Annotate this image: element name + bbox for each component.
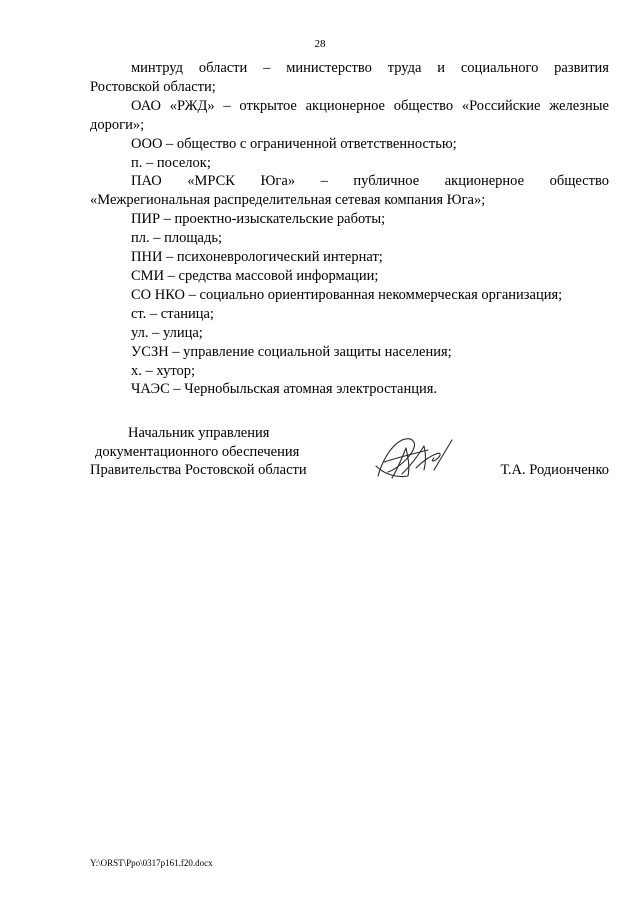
signatory-title-line2: документационного обеспечения xyxy=(95,443,300,460)
abbr-oao-line1 xyxy=(90,97,609,116)
word: труда xyxy=(387,60,422,76)
word: и xyxy=(437,60,446,76)
abbr-chaes: ЧАЭС – Чернобыльская атомная электростанция. xyxy=(131,381,438,398)
handwritten-signature xyxy=(372,432,462,484)
word: общество xyxy=(549,173,609,190)
abbr-kh: х. – хутор; xyxy=(131,362,195,379)
word: развития xyxy=(554,60,609,76)
abbreviation-list xyxy=(90,59,609,399)
word: «МРСК xyxy=(187,173,235,190)
word: «Российские xyxy=(461,97,541,114)
abbr-oao-line2: дороги»; xyxy=(90,116,145,133)
abbr-pir: ПИР – проектно-изыскательские работы; xyxy=(131,211,386,228)
word: публичное xyxy=(353,173,420,190)
footer-file-path: Y:\ORST\Ppo\0317p161.f20.docx xyxy=(90,858,213,868)
abbr-so-nko: СО НКО – социально ориентированная некоммерческая организация; xyxy=(131,286,563,303)
word: Юга» xyxy=(260,173,296,190)
abbr-mintrud-line1 xyxy=(90,59,609,78)
abbr-st: ст. – станица; xyxy=(131,305,214,322)
word: открытое xyxy=(239,97,297,114)
word: минтруд xyxy=(131,60,183,76)
word: ПАО xyxy=(131,173,162,190)
word: общество xyxy=(393,97,454,114)
word: – xyxy=(320,173,328,190)
abbr-uszn: УСЗН – управление социальной защиты населения; xyxy=(131,343,452,360)
word: акционерное xyxy=(305,97,385,114)
word: министерство xyxy=(286,60,372,76)
word: социального xyxy=(460,60,539,76)
abbr-p: п. – поселок; xyxy=(131,154,211,171)
page-number: 28 xyxy=(314,38,326,50)
abbr-smi: СМИ – средства массовой информации; xyxy=(131,267,379,284)
word: «РЖД» xyxy=(169,97,215,114)
abbr-pao-line2: «Межрегиональная распределительная сетевая компания Юга»; xyxy=(90,192,486,209)
word: акционерное xyxy=(444,173,525,190)
signatory-name: Т.А. Родионченко xyxy=(500,462,609,478)
word: – xyxy=(223,97,231,114)
abbr-ul: ул. – улица; xyxy=(131,324,203,341)
signatory-title-line3: Правительства Ростовской области xyxy=(90,462,307,478)
word: области xyxy=(198,60,248,76)
signature-block xyxy=(90,424,609,480)
abbr-ooo: ООО – общество с ограниченной ответственностью; xyxy=(131,135,457,152)
abbr-pl: пл. – площадь; xyxy=(131,230,222,247)
word: – xyxy=(263,60,271,76)
word: железные xyxy=(549,97,609,114)
abbr-pni: ПНИ – психоневрологический интернат; xyxy=(131,249,383,266)
abbr-pao-line1 xyxy=(90,172,609,191)
abbr-mintrud-line2: Ростовской области; xyxy=(90,78,216,95)
word: ОАО xyxy=(131,97,161,114)
signatory-title-line1: Начальник управления xyxy=(128,425,270,441)
